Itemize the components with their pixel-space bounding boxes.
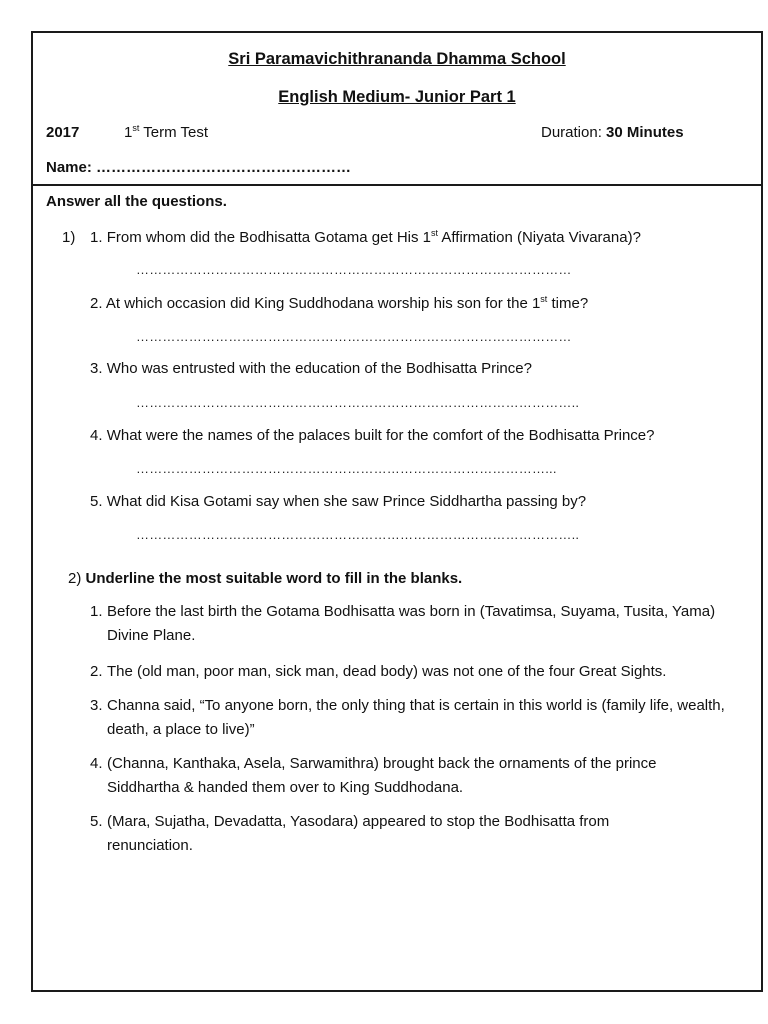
question-text: What did Kisa Gotami say when she saw Prince Siddhartha passing by? (106, 493, 587, 510)
instructions: Answer all the questions. (46, 193, 227, 210)
question-sup: st (431, 228, 439, 238)
fill-blank-5 (90, 810, 665, 858)
item-number: 2. (90, 663, 103, 680)
answer-line-5: ……………………………………………………………………………………….. (136, 527, 580, 542)
section-1-number: 1) (62, 229, 76, 246)
item-text: (Mara, Sujatha, Devadatta, Yasodara) appeared to stop the Bodhisatta from renunciation. (107, 813, 610, 854)
school-title: Sri Paramavichithrananda Dhamma School (228, 50, 566, 68)
duration (541, 124, 684, 141)
fill-blank-4 (90, 752, 710, 800)
question-3 (90, 360, 532, 377)
question-number: 4. (90, 427, 103, 444)
item-number: 1. (90, 603, 103, 620)
question-text: Who was entrusted with the education of the Bodhisatta Prince? (106, 360, 532, 377)
answer-line-4: …………………………………………………………………………………... (136, 461, 557, 476)
question-4 (90, 427, 654, 444)
question-number: 5. (90, 493, 103, 510)
question-text-end: Affirmation (Niyata Vivarana)? (438, 229, 641, 246)
duration-value: 30 Minutes (606, 124, 684, 141)
name-field (46, 159, 351, 176)
item-number: 5. (90, 813, 103, 830)
question-number: 3. (90, 360, 103, 377)
exam-year: 2017 (46, 124, 80, 141)
section-2-number: 2) (68, 570, 82, 587)
question-text-end: time? (547, 295, 589, 312)
answer-line-2: ……………………………………………………………………………………… (136, 329, 572, 344)
answer-line-1: ……………………………………………………………………………………… (136, 262, 572, 277)
name-label: Name: (46, 159, 92, 176)
fill-blank-1 (90, 600, 730, 648)
duration-label: Duration: (541, 124, 602, 141)
question-sup: st (540, 294, 548, 304)
question-text: At which occasion did King Suddhodana worship his son for the 1 (105, 295, 541, 312)
question-1 (90, 229, 641, 246)
header-divider (31, 184, 763, 186)
item-text: Before the last birth the Gotama Bodhisatta was born in (Tavatimsa, Suyama, Tusita, Yama) Divine Plane. (107, 603, 716, 644)
question-5 (90, 493, 586, 510)
medium-title: English Medium- Junior Part 1 (278, 88, 516, 106)
question-number: 2. (90, 295, 103, 312)
item-number: 3. (90, 697, 103, 714)
question-2 (90, 295, 588, 312)
term-text: Term Test (143, 124, 209, 141)
section-2-heading (68, 570, 462, 587)
term-label (124, 124, 208, 141)
item-number: 4. (90, 755, 103, 772)
question-text: From whom did the Bodhisatta Gotama get His 1 (106, 229, 432, 246)
fill-blank-2 (90, 660, 730, 684)
item-text: The (old man, poor man, sick man, dead body) was not one of the four Great Sights. (107, 663, 667, 680)
term-sup: st (132, 123, 140, 133)
fill-blank-3 (90, 694, 735, 742)
name-dots: …………………………………………… (96, 159, 352, 176)
question-text: What were the names of the palaces built for the comfort of the Bodhisatta Prince? (106, 427, 655, 444)
answer-line-3: ……………………………………………………………………………………….. (136, 395, 580, 410)
section-2-instruction: Underline the most suitable word to fill in the blanks. (85, 570, 463, 587)
term-number: 1 (124, 124, 133, 141)
item-text: (Channa, Kanthaka, Asela, Sarwamithra) brought back the ornaments of the prince Siddhartha & handed them over to King Suddhodana. (107, 755, 657, 796)
question-number: 1. (90, 229, 103, 246)
item-text: Channa said, “To anyone born, the only thing that is certain in this world is (family life, wealth, death, a place to live)” (107, 697, 725, 738)
